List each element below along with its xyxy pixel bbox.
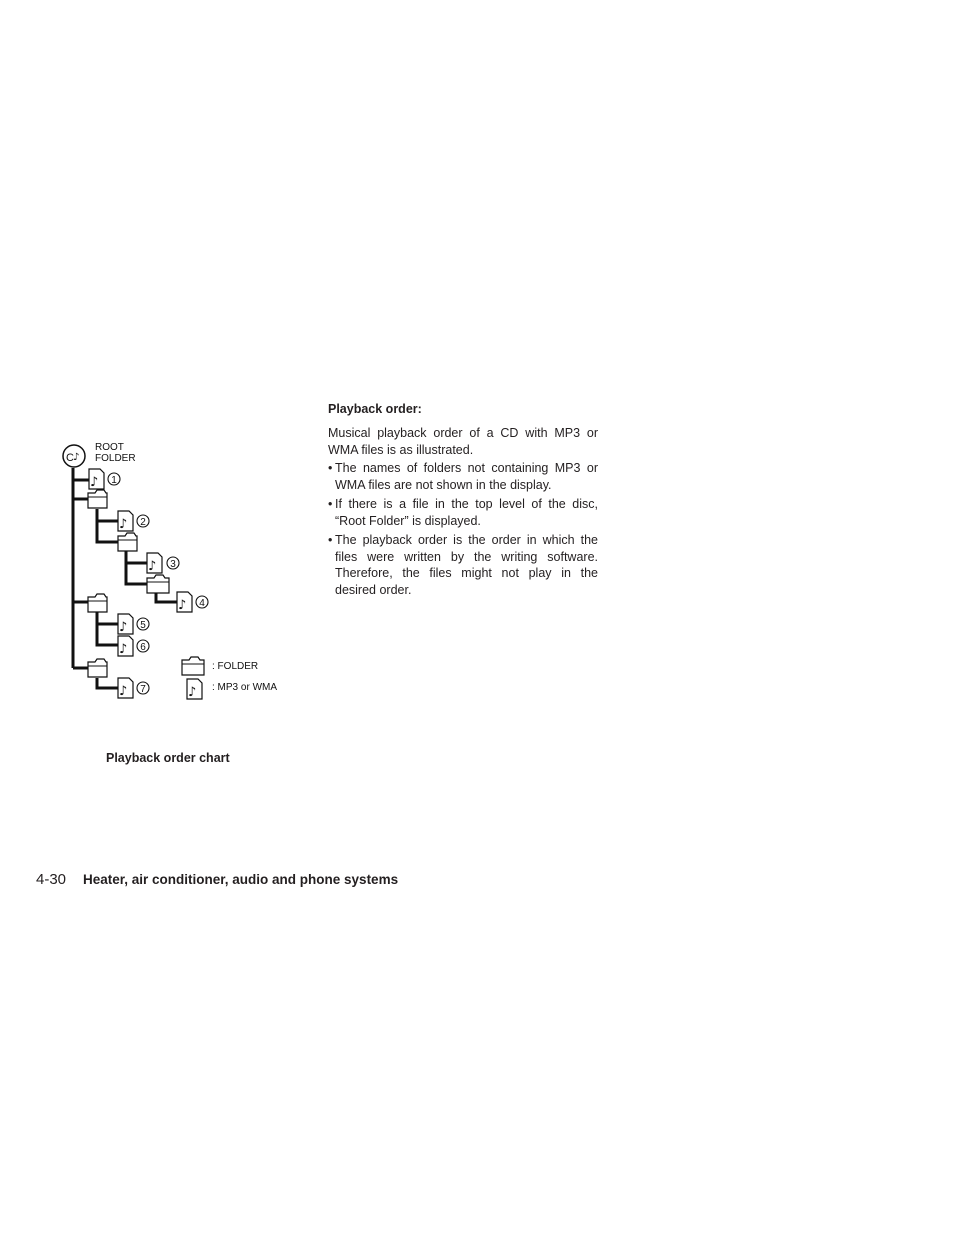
bullet-mark: • bbox=[328, 497, 333, 511]
folder-icon bbox=[147, 575, 169, 593]
svg-text:2: 2 bbox=[140, 517, 146, 528]
music-file-icon bbox=[147, 553, 162, 574]
bullet-mark: • bbox=[328, 533, 333, 547]
svg-text:♪: ♪ bbox=[90, 475, 99, 490]
diagram-caption: Playback order chart bbox=[106, 751, 230, 765]
svg-text:1: 1 bbox=[111, 475, 117, 486]
svg-text:C: C bbox=[66, 452, 74, 464]
intro-paragraph: Musical playback order of a CD with MP3 or WMA files is as illustrated. bbox=[328, 426, 598, 457]
music-file-icon bbox=[118, 614, 133, 635]
root-label-line2: FOLDER bbox=[95, 453, 136, 464]
chapter-title: Heater, air conditioner, audio and phone systems bbox=[83, 872, 399, 887]
file-number-4 bbox=[196, 596, 208, 609]
music-file-icon bbox=[89, 469, 104, 490]
legend-music-file-icon bbox=[187, 679, 202, 700]
file-number-5 bbox=[137, 618, 149, 631]
svg-text:♪: ♪ bbox=[119, 642, 128, 657]
svg-text:5: 5 bbox=[140, 620, 146, 631]
svg-text:4: 4 bbox=[199, 598, 205, 609]
file-number-7 bbox=[137, 682, 149, 695]
folder-icon bbox=[118, 533, 137, 551]
file-number-3 bbox=[167, 557, 179, 570]
svg-text:♪: ♪ bbox=[178, 598, 187, 613]
bullet-text: The names of folders not containing MP3 or WMA files are not shown in the display. bbox=[335, 461, 598, 492]
cd-root-icon bbox=[63, 445, 85, 467]
music-file-icon bbox=[118, 511, 133, 532]
root-label-line1: ROOT bbox=[95, 442, 124, 453]
svg-text:♪: ♪ bbox=[188, 685, 197, 700]
svg-text:♪: ♪ bbox=[119, 684, 128, 699]
svg-text:♪: ♪ bbox=[119, 517, 128, 532]
music-file-icon bbox=[118, 636, 133, 657]
file-number-6 bbox=[137, 640, 149, 653]
svg-text:3: 3 bbox=[170, 559, 176, 570]
section-heading: Playback order: bbox=[328, 402, 422, 416]
bullet-text: If there is a file in the top level of the disc, “Root Folder” is displayed. bbox=[335, 497, 598, 528]
bullet-item bbox=[328, 496, 598, 529]
svg-text:♪: ♪ bbox=[119, 620, 128, 635]
svg-text:♪: ♪ bbox=[73, 452, 80, 463]
folder-icon bbox=[88, 659, 107, 677]
folder-icon bbox=[88, 490, 107, 508]
bullet-item bbox=[328, 460, 598, 493]
legend-file-label: : MP3 or WMA bbox=[212, 682, 278, 693]
legend-folder-label: : FOLDER bbox=[212, 661, 259, 672]
svg-text:6: 6 bbox=[140, 642, 146, 653]
file-number-1 bbox=[108, 473, 120, 486]
music-file-icon bbox=[118, 678, 133, 699]
legend-folder-icon bbox=[182, 657, 204, 675]
svg-text:♪: ♪ bbox=[148, 559, 157, 574]
svg-text:7: 7 bbox=[140, 684, 146, 695]
page-number: 4-30 bbox=[36, 871, 67, 888]
bullet-item bbox=[328, 532, 598, 598]
music-file-icon bbox=[177, 592, 192, 613]
folder-icon bbox=[88, 594, 107, 612]
bullet-text: The playback order is the order in which the files were written by the writing software. Therefore, the files might not play in the desired order. bbox=[335, 533, 598, 597]
file-number-2 bbox=[137, 515, 149, 528]
bullet-mark: • bbox=[328, 461, 333, 475]
